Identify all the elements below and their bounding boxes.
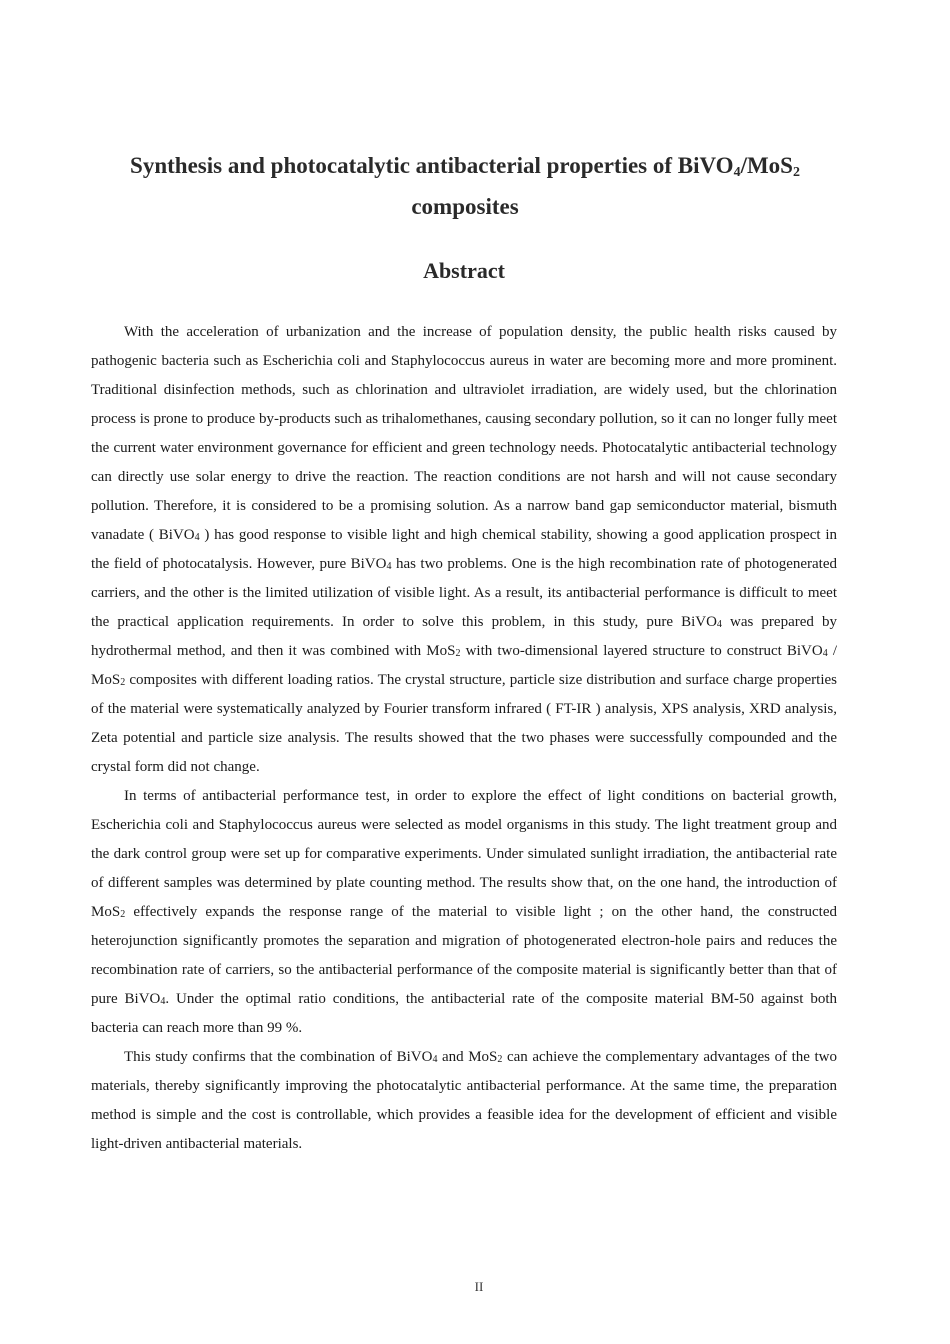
title-subscript: 2 [792, 165, 800, 180]
formula-subscript: 2 [120, 909, 126, 920]
paragraph-text: With the acceleration of urbanization and the increase of population density, the public health risks caused by pathogenic bacteria such as Escherichia coli and Staphylococcus aureus in water are becoming more and more prominent. Traditional disinfection methods, such as chlorination and ultraviolet irradiation, are widely used, but the chlorination process is prone to produce by-products such as trihalomethanes, causing secondary pollution, so it can no longer fully meet the current water environment governance for efficient and green technology needs. Photocatalytic antibacterial technology can directly use solar energy to drive the reaction. The reaction conditions are not harsh and will not cause secondary pollution. Therefore, it is considered to be a promising solution. As a narrow band gap semiconductor material, bismuth vanadate ( BiVO [91, 324, 837, 543]
abstract-paragraph [91, 318, 837, 782]
paragraph-text: . Under the optimal ratio conditions, the antibacterial rate of the composite material BM-50 against both bacteria can reach more than 99 %. [91, 991, 837, 1036]
document-title [60, 145, 870, 227]
title-subscript: 4 [733, 165, 741, 180]
formula-subscript: 4 [432, 1054, 438, 1065]
formula-subscript: 2 [497, 1054, 503, 1065]
paragraph-text: effectively expands the response range of the material to visible light ; on the other hand, the constructed heterojunction significantly promotes the separation and migration of photogenerated electron-hole pairs and reduces the recombination rate of carriers, so the antibacterial performance of the composite material is significantly better than that of pure BiVO [91, 904, 837, 1007]
title-text-part: /MoS [740, 153, 793, 178]
paragraph-text: was prepared by hydrothermal method, and then it was combined with MoS [91, 614, 837, 659]
abstract-heading: Abstract [423, 258, 505, 283]
formula-subscript: 4 [160, 996, 166, 1007]
paragraph-text: composites with different loading ratios. The crystal structure, particle size distribution and surface charge properties of the material were systematically analyzed by Fourier transform infrared ( FT-IR ) analysis, XPS analysis, XRD analysis, Zeta potential and particle size analysis. The results showed that the two phases were successfully compounded and the crystal form did not change. [91, 672, 837, 775]
paragraph-text: This study confirms that the combination of BiVO [124, 1049, 433, 1065]
paragraph-text: / MoS [91, 643, 837, 688]
title-line-1 [130, 153, 800, 178]
paragraph-text: can achieve the complementary advantages of the two materials, thereby significantly improving the photocatalytic antibacterial performance. At the same time, the preparation method is simple and the cost is controllable, which provides a feasible idea for the development of efficient and visible light-driven antibacterial materials. [91, 1049, 837, 1152]
formula-subscript: 4 [822, 648, 828, 659]
abstract-body [91, 318, 837, 1159]
formula-subscript: 4 [716, 619, 722, 630]
formula-subscript: 2 [455, 648, 461, 659]
abstract-paragraph [91, 782, 837, 1043]
paragraph-text: has two problems. One is the high recombination rate of photogenerated carriers, and the other is the limited utilization of visible light. As a result, its antibacterial performance is difficult to meet the practical application requirements. In order to solve this problem, in this study, pure BiVO [91, 556, 837, 630]
title-line-2: composites [411, 194, 519, 219]
paragraph-text: ) has good response to visible light and high chemical stability, showing a good application prospect in the field of photocatalysis. However, pure BiVO [91, 527, 837, 572]
title-text-part: Synthesis and photocatalytic antibacterial properties of BiVO [130, 153, 734, 178]
paragraph-text: and MoS [437, 1049, 498, 1065]
paragraph-text: In terms of antibacterial performance test, in order to explore the effect of light conditions on bacterial growth, Escherichia coli and Staphylococcus aureus were selected as model organisms in this study. The light treatment group and the dark control group were set up for comparative experiments. Under simulated sunlight irradiation, the antibacterial rate of different samples was determined by plate counting method. The results show that, on the one hand, the introduction of MoS [91, 788, 837, 920]
formula-subscript: 4 [194, 532, 200, 543]
page-number: II [474, 1279, 484, 1294]
abstract-paragraph [91, 1043, 837, 1159]
formula-subscript: 2 [120, 677, 126, 688]
formula-subscript: 4 [386, 561, 392, 572]
paragraph-text: with two-dimensional layered structure to construct BiVO [460, 643, 823, 659]
